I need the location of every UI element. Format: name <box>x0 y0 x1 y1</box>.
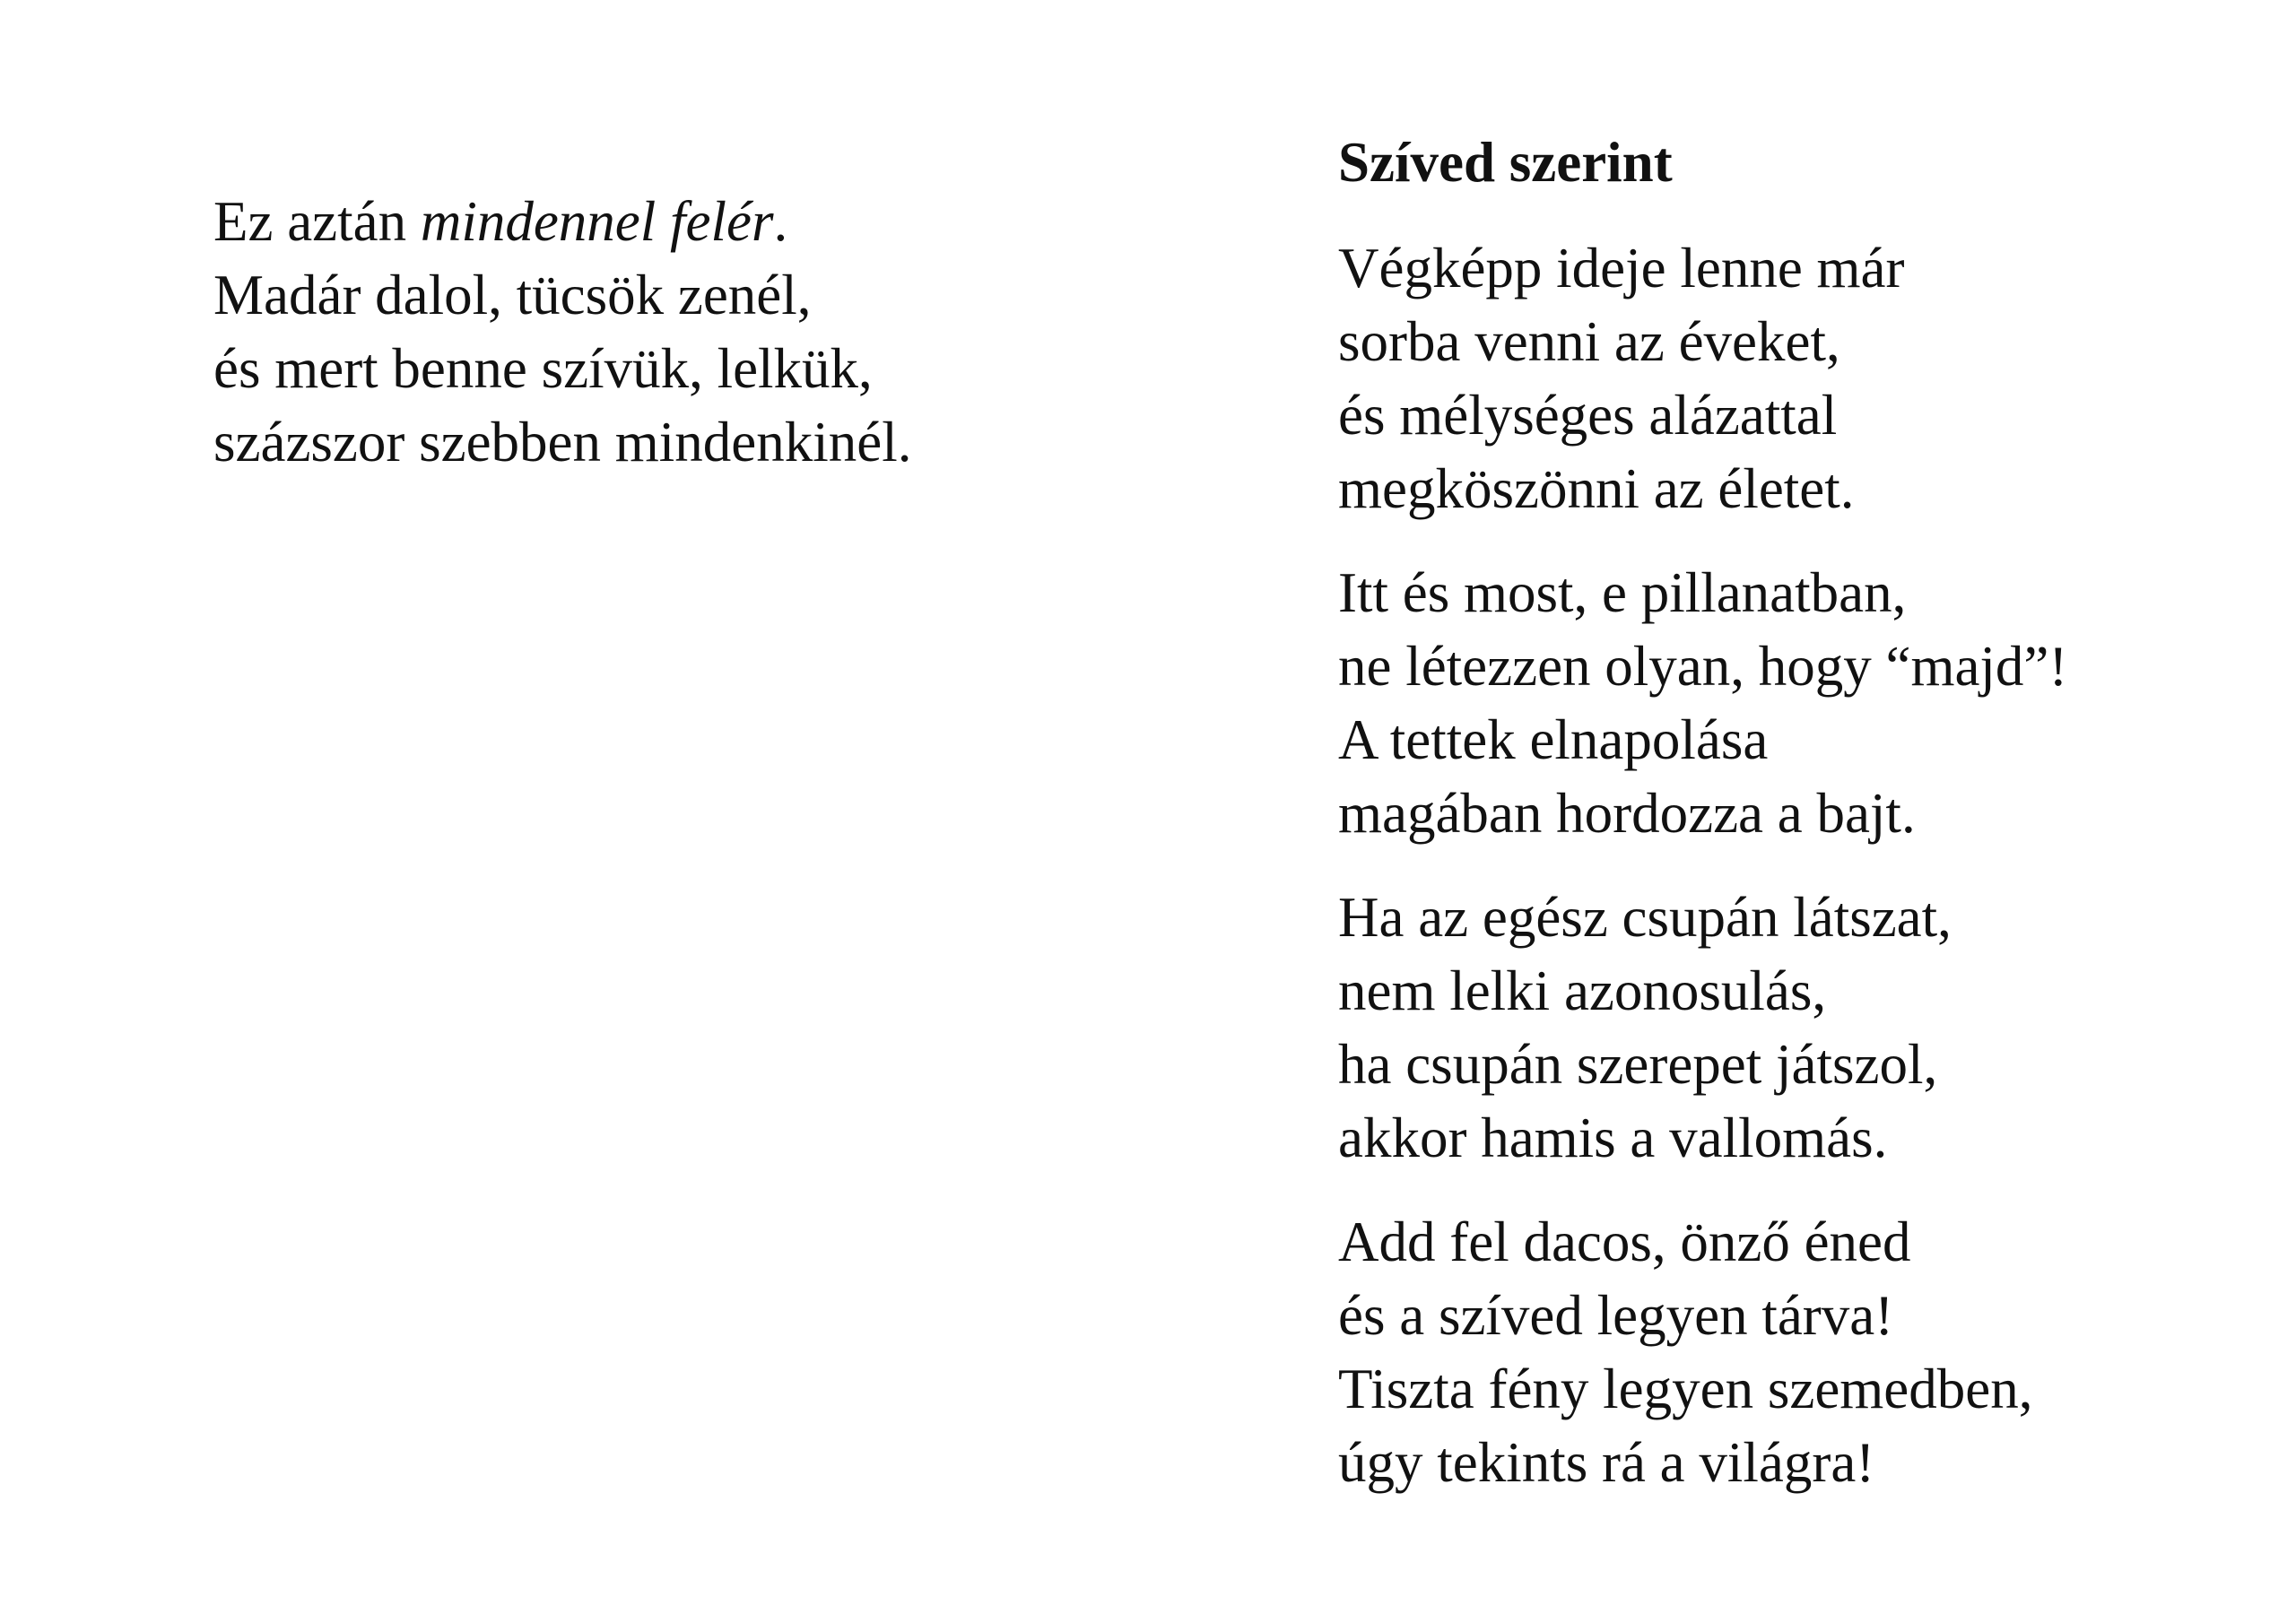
line-text: Ez aztán <box>213 190 421 253</box>
poem-line: Itt és most, e pillanatban, <box>1338 561 1907 624</box>
poem-line: százszor szebben mindenkinél. <box>213 411 912 473</box>
poem-line: Tiszta fény legyen szemedben, <box>1338 1358 2033 1420</box>
poem-line: ne létezzen olyan, hogy “majd”! <box>1338 635 2068 698</box>
line-punctuation: . <box>773 190 788 253</box>
poem-line: és mert benne szívük, lelkük, <box>213 337 873 400</box>
poem-line: akkor hamis a vallomás. <box>1338 1107 1888 1169</box>
right-page <box>1148 0 2296 1623</box>
poem-title: Szíved szerint <box>1338 131 1673 194</box>
poem-line: és mélységes alázattal <box>1338 384 1838 447</box>
poem-line: ha csupán szerepet játszol, <box>1338 1033 1938 1096</box>
poem-line: megköszönni az életet. <box>1338 457 1855 520</box>
stanza-3 <box>1338 881 2067 1175</box>
stanza-4 <box>1338 1205 2067 1499</box>
poem-line: és a szíved legyen tárva! <box>1338 1284 1894 1347</box>
italic-phrase: mindennel felér <box>420 190 774 253</box>
poem-line: Végképp ideje lenne már <box>1338 237 1905 299</box>
poem-line: magában hordozza a bajt. <box>1338 782 1916 845</box>
poem-line: sorba venni az éveket, <box>1338 310 1840 373</box>
poem-line: Madár dalol, tücsök zenél, <box>213 264 812 326</box>
poem-continuation <box>213 185 911 479</box>
poem-line: úgy tekints rá a világra! <box>1338 1431 1875 1494</box>
poem-line <box>213 185 911 258</box>
poem-body <box>1338 231 2067 1530</box>
stanza-1 <box>1338 231 2067 525</box>
poem-line: Add fel dacos, önző éned <box>1338 1211 1911 1273</box>
poem-line: A tettek elnapolása <box>1338 708 1769 771</box>
poem-line: Ha az egész csupán látszat, <box>1338 886 1952 949</box>
poem-line: nem lelki azonosulás, <box>1338 959 1827 1022</box>
stanza-2 <box>1338 556 2067 850</box>
